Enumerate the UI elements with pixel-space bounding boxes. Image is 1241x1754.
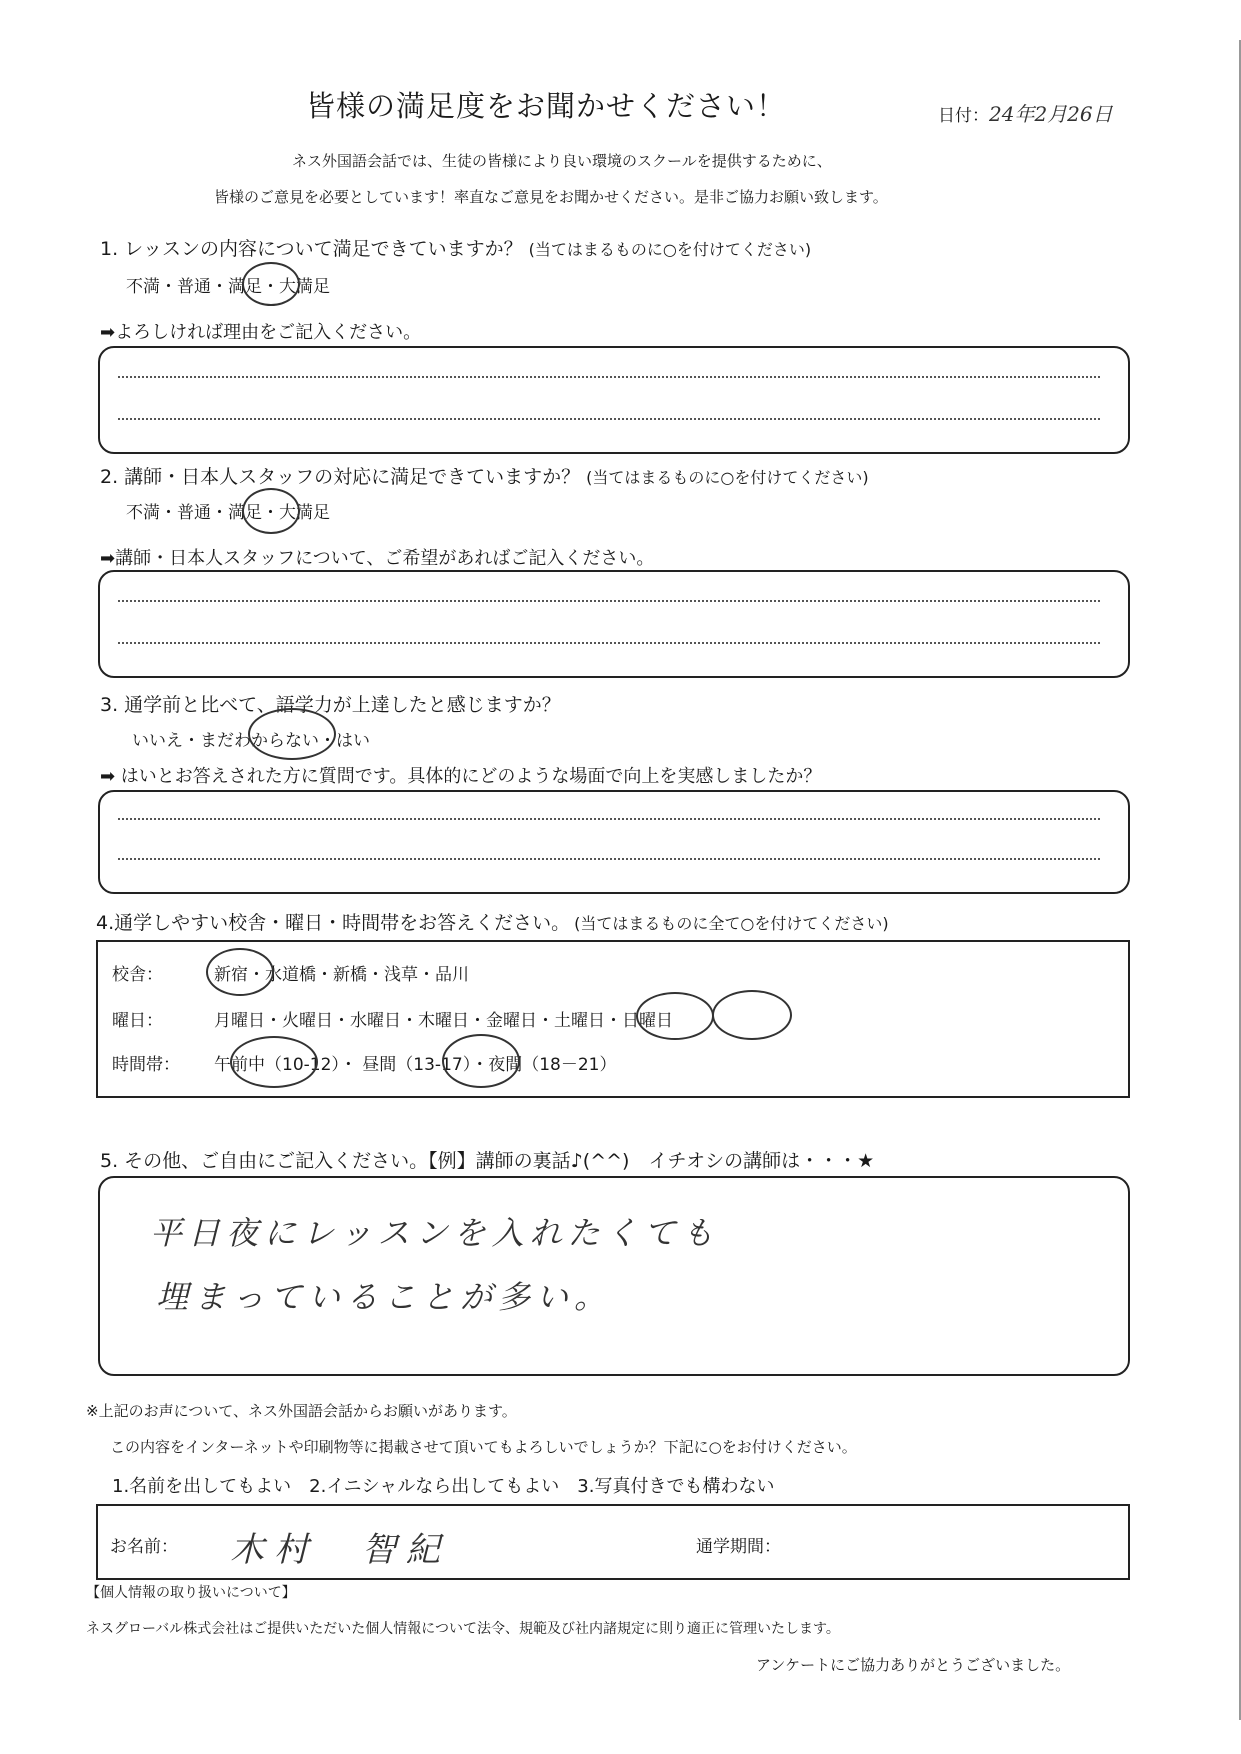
q2-follow: ➡講師・日本人スタッフについて、ご希望があればご記入ください。 <box>100 548 655 569</box>
q5-answer-line-1: 平日夜にレッスンを入れたくても <box>150 1214 720 1252</box>
name-value: 木村 智紀 <box>230 1530 450 1570</box>
q4-heading <box>96 908 889 935</box>
q1-dotted-line-2 <box>118 418 1100 420</box>
q3-dotted-line-2 <box>118 858 1100 860</box>
q3-dotted-line-1 <box>118 818 1100 820</box>
q4-time-circle-morning <box>230 1036 318 1088</box>
q4-day-options: 月曜日・火曜日・水曜日・木曜日・金曜日・土曜日・日曜日 <box>214 1011 673 1031</box>
date-label: 日付： <box>938 106 989 126</box>
thanks-text: アンケートにご協力ありがとうございました。 <box>756 1656 1071 1674</box>
q2-dotted-line-1 <box>118 600 1100 602</box>
q2-selected-circle <box>242 488 300 534</box>
permission-choices: 1.名前を出してもよい 2.イニシャルなら出してもよい 3.写真付きでも構わない <box>112 1476 775 1497</box>
q1-note: (当てはまるものに○を付けてください) <box>528 240 812 259</box>
privacy-heading: 【個人情報の取り扱いについて】 <box>86 1585 296 1601</box>
q4-time-circle-daytime <box>442 1034 520 1088</box>
q2-options: 不満・普通・満足・大満足 <box>126 503 330 523</box>
name-label: お名前： <box>110 1537 178 1557</box>
q1-follow: ➡よろしければ理由をご記入ください。 <box>100 322 422 343</box>
q3-selected-circle <box>248 708 336 760</box>
q5-title: 5. その他、ご自由にご記入ください。【例】講師の裏話♪(^^) イチオシの講師は・・・★ <box>100 1150 875 1172</box>
privacy-text: ネスグローバル株式会社はご提供いただいた個人情報について法令、規範及び社内諸規定に則り適正に管理いたします。 <box>86 1621 840 1637</box>
period-label: 通学期間： <box>696 1537 781 1557</box>
q1-title: 1. レッスンの内容について満足できていますか？ <box>100 238 523 260</box>
q4-day-circle-saturday <box>636 992 714 1040</box>
intro-line-1: ネス外国語会話では、生徒の皆様により良い環境のスクールを提供するために、 <box>292 152 832 170</box>
q3-follow: ➡ はいとお答えされた方に質問です。具体的にどのような場面で向上を実感しましたか？ <box>100 766 822 787</box>
q4-day-circle-sunday <box>712 990 792 1040</box>
q5-answer-line-2: 埋まっていることが多い。 <box>156 1278 613 1316</box>
q1-options: 不満・普通・満足・大満足 <box>126 277 330 297</box>
date-value: 24年2月26日 <box>989 102 1113 126</box>
q2-answer-box[interactable] <box>98 570 1130 678</box>
intro-line-2: 皆様のご意見を必要としています！率直なご意見をお聞かせください。是非ご協力お願い致します。 <box>214 188 888 206</box>
q4-note: (当てはまるものに全て○を付けてください) <box>574 914 889 933</box>
q3-title: 3. 通学前と比べて、語学力が上達したと感じますか？ <box>100 694 561 716</box>
q2-title: 2. 講師・日本人スタッフの対応に満足できていますか？ <box>100 466 581 488</box>
q2-heading <box>100 462 869 489</box>
permission-question: この内容をインターネットや印刷物等に掲載させて頂いてもよろしいでしょうか？下記に○をお付けください。 <box>110 1438 857 1456</box>
q4-time-options: 午前中（10-12）・ 昼間（13-17）・夜間（18－21） <box>214 1055 617 1075</box>
q4-campus-circle <box>206 948 274 996</box>
q4-time-label: 時間帯： <box>112 1055 180 1075</box>
q1-selected-circle <box>242 262 300 306</box>
q3-answer-box[interactable] <box>98 790 1130 894</box>
permission-note: ※上記のお声について、ネス外国語会話からお願いがあります。 <box>86 1402 517 1420</box>
date-field <box>938 98 1113 127</box>
q1-answer-box[interactable] <box>98 346 1130 454</box>
page-title: 皆様の満足度をお聞かせください！ <box>306 89 787 123</box>
q1-heading <box>100 234 811 261</box>
q4-title: 4.通学しやすい校舎・曜日・時間帯をお答えください。 <box>96 912 571 934</box>
q4-campus-options: 新宿・水道橋・新橋・浅草・品川 <box>214 965 469 985</box>
q4-campus-label: 校舎： <box>112 965 163 985</box>
q1-dotted-line-1 <box>118 376 1100 378</box>
q2-note: (当てはまるものに○を付けてください) <box>586 468 869 487</box>
q4-day-label: 曜日： <box>112 1011 163 1031</box>
q3-options: いいえ・まだわからない・はい <box>132 731 370 751</box>
q2-dotted-line-2 <box>118 642 1100 644</box>
